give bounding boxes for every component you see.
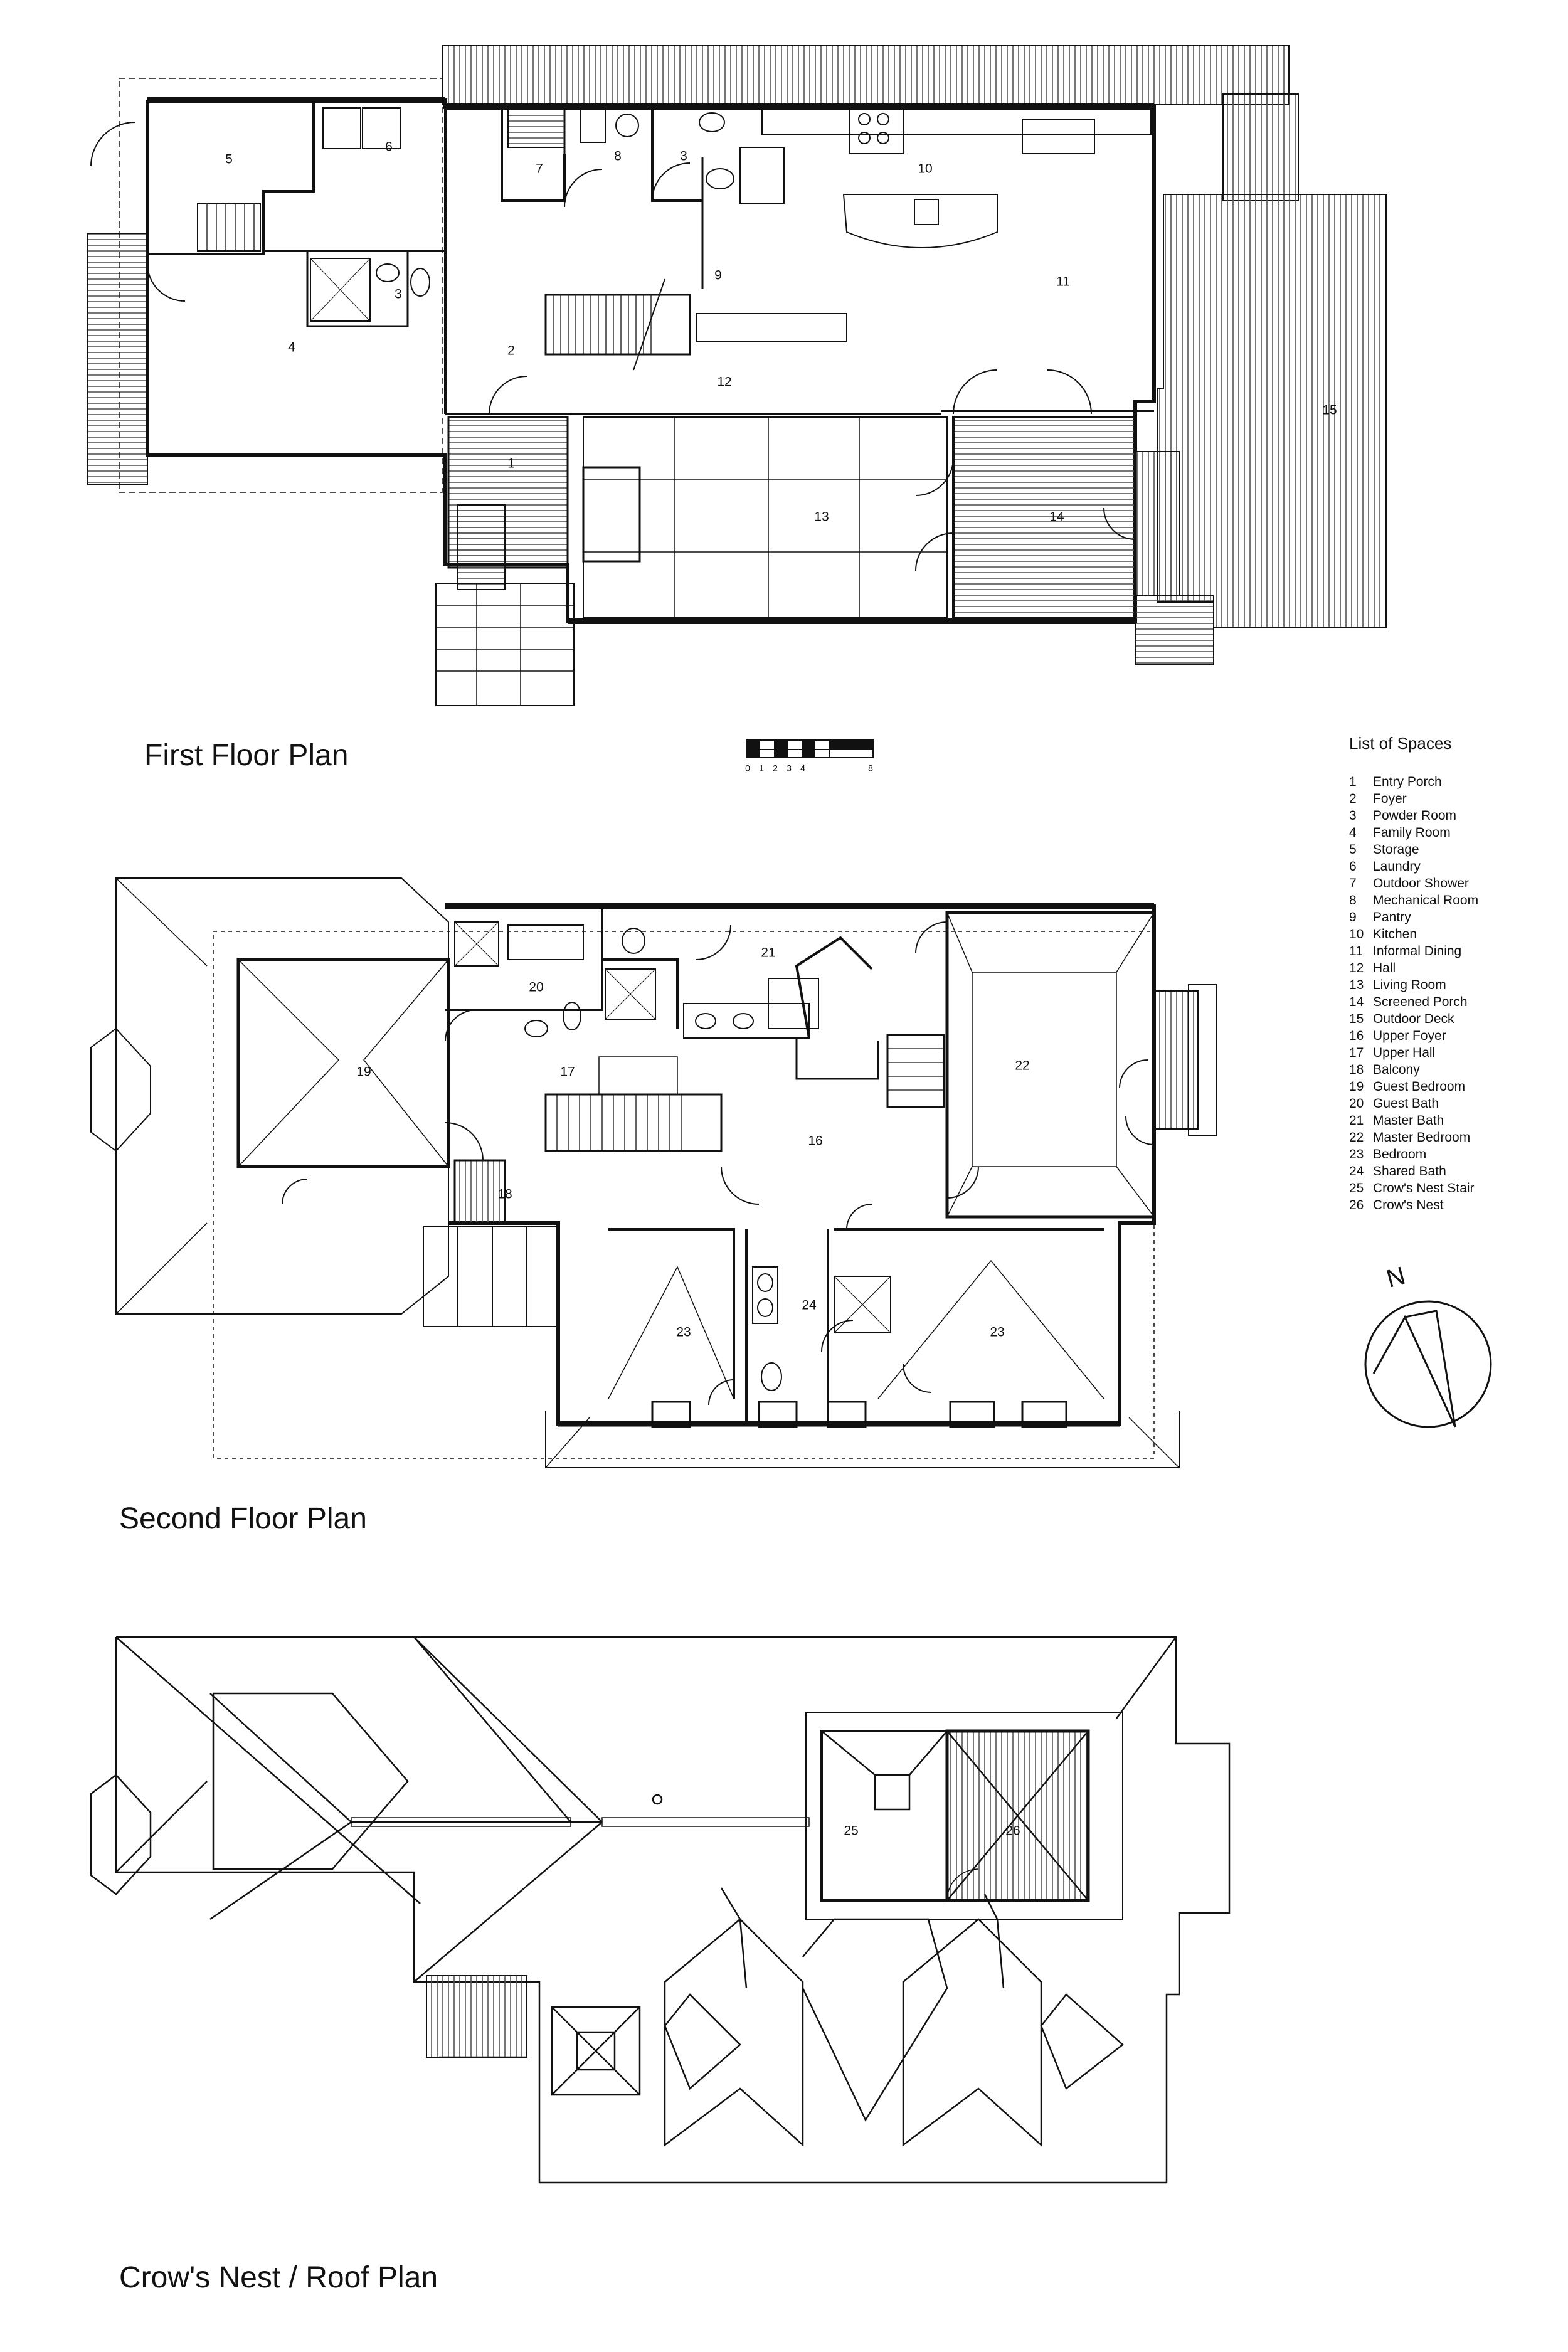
room-tag-22: 22 [1015,1058,1030,1073]
legend-item-number: 3 [1349,808,1357,823]
outdoor-deck [1157,194,1386,627]
legend-item-name: Foyer [1373,792,1407,806]
first-floor-plan [88,45,1386,706]
legend-item-name: Outdoor Deck [1373,1012,1454,1026]
legend-item-number: 18 [1349,1062,1364,1077]
legend-item-name: Crow's Nest [1373,1198,1444,1212]
room-tag-7: 7 [536,161,543,176]
room-tag-12: 12 [717,374,732,389]
roof-plan-title: Crow's Nest / Roof Plan [119,2261,438,2294]
legend-item-number: 22 [1349,1130,1364,1145]
legend-item-number: 11 [1349,944,1363,958]
legend-item-name: Bedroom [1373,1147,1427,1162]
legend-item-number: 20 [1349,1096,1364,1111]
second-floor-plan [91,878,1217,1468]
first-floor-roof-outline-left [119,78,442,492]
scale-tick-label: 0 [745,763,750,773]
room-tag-25: 25 [844,1823,859,1838]
legend-item-number: 23 [1349,1147,1364,1162]
legend-item-name: Master Bedroom [1373,1130,1471,1145]
legend-item [1349,1163,1478,1180]
legend-item [1349,960,1478,977]
legend-item-number: 6 [1349,859,1357,874]
legend-item-number: 21 [1349,1113,1364,1128]
room-tag-26: 26 [1005,1823,1020,1838]
outdoor-shower [508,110,564,147]
legend-item-number: 17 [1349,1046,1364,1060]
room-tag-4: 4 [288,340,295,355]
kitchen-range [850,107,903,154]
room-tag-3: 3 [680,149,687,164]
roof-outline [116,1637,1229,2183]
legend-item-name: Kitchen [1373,927,1417,941]
legend-item-name: Informal Dining [1373,944,1462,958]
screened-porch [953,417,1135,618]
kitchen-counter-right [1022,119,1094,154]
room-tag-15: 15 [1322,403,1337,418]
room-tag-9: 9 [714,268,722,283]
legend-item-number: 26 [1349,1198,1364,1212]
room-tag-24: 24 [802,1298,817,1313]
legend-item-name: Living Room [1373,978,1446,992]
room-tag-6: 6 [385,139,393,154]
crows-nest-stair [822,1731,947,1900]
legend-item-number: 12 [1349,961,1364,975]
legend-item-number: 13 [1349,978,1364,992]
fireplace [583,467,640,561]
first-floor-plan-title: First Floor Plan [144,739,349,772]
legend-item [1349,926,1478,943]
legend-item-name: Crow's Nest Stair [1373,1181,1475,1195]
left-wing-roof [116,878,448,1314]
legend-item-number: 7 [1349,876,1357,891]
legend-item [1349,1061,1478,1078]
legend-item-number: 5 [1349,842,1357,857]
legend-item [1349,875,1478,892]
legend-item-number: 25 [1349,1181,1364,1195]
room-tag-19: 19 [356,1064,371,1079]
legend-item-number: 10 [1349,927,1364,941]
kitchen-island [844,194,997,248]
legend-item-name: Family Room [1373,825,1451,840]
legend-item [1349,1095,1478,1112]
legend-item-name: Powder Room [1373,808,1457,823]
legend-item [1349,1027,1478,1044]
legend-item [1349,1197,1478,1214]
legend-item [1349,1146,1478,1163]
main-stair-second [546,1094,721,1151]
room-tag-23: 23 [990,1325,1005,1340]
legend-item-name: Mechanical Room [1373,893,1479,908]
legend-item [1349,1044,1478,1061]
scale-bar [746,740,873,758]
room-tag-16: 16 [808,1133,823,1148]
scale-tick-label: 3 [787,763,792,773]
legend-item [1349,1010,1478,1027]
legend-item-name: Pantry [1373,910,1411,924]
room-tag-13: 13 [814,509,829,524]
room-tag-1: 1 [507,456,515,471]
living-room-ceiling-grid [583,417,947,618]
entry-walk-pavers [436,583,574,706]
legend-item [1349,1112,1478,1129]
legend-item-number: 2 [1349,792,1357,806]
scale-tick-label: 1 [759,763,764,773]
legend-item-name: Guest Bath [1373,1096,1439,1111]
legend-item-name: Outdoor Shower [1373,876,1469,891]
legend-item [1349,977,1478,993]
scale-tick-label: 8 [868,763,873,773]
main-stair-first [546,295,690,354]
second-floor-plan-title: Second Floor Plan [119,1502,367,1535]
scale-bar-ticks [745,763,873,773]
top-porch-deck-right [1223,94,1298,201]
legend-item-name: Master Bath [1373,1113,1444,1128]
roof-plan [91,1637,1229,2183]
legend-item [1349,1078,1478,1095]
room-tag-3: 3 [395,287,402,302]
legend-item-name: Upper Foyer [1373,1029,1446,1043]
legend-item [1349,858,1478,875]
legend-item-name: Storage [1373,842,1419,857]
legend-item-number: 24 [1349,1164,1364,1179]
legend-item-number: 15 [1349,1012,1364,1026]
legend-item-name: Balcony [1373,1062,1420,1077]
legend-item [1349,790,1478,807]
north-arrow-icon [1365,1301,1491,1427]
legend-item-name: Laundry [1373,859,1421,874]
scale-tick-label: 2 [773,763,778,773]
legend-item [1349,909,1478,926]
top-porch-deck [442,45,1289,105]
legend-item [1349,1129,1478,1146]
list-of-spaces [1349,734,1478,1214]
kitchen-counter-top [762,107,1151,135]
legend-item-name: Hall [1373,961,1396,975]
legend-item [1349,773,1478,790]
left-exterior-stair [88,233,147,484]
room-tag-10: 10 [918,161,933,176]
legend-item [1349,807,1478,824]
legend-item [1349,841,1478,858]
legend-item-name: Guest Bedroom [1373,1079,1466,1094]
room-tag-14: 14 [1049,509,1064,524]
room-tag-17: 17 [560,1064,575,1079]
legend-item-number: 16 [1349,1029,1364,1043]
room-tag-18: 18 [497,1187,512,1202]
legend-list [1349,773,1478,1214]
legend-item-number: 8 [1349,893,1357,908]
room-tag-8: 8 [614,149,622,164]
legend-item-number: 4 [1349,825,1357,840]
legend-item-number: 19 [1349,1079,1364,1094]
legend-item-number: 9 [1349,910,1357,924]
legend-item [1349,892,1478,909]
legend-item-name: Entry Porch [1373,775,1442,789]
room-tag-21: 21 [761,945,776,960]
legend-item-name: Shared Bath [1373,1164,1446,1179]
legend-item [1349,824,1478,841]
legend-item [1349,993,1478,1010]
legend-title: List of Spaces [1349,734,1452,753]
legend-item-name: Screened Porch [1373,995,1468,1009]
legend-item-number: 1 [1349,775,1357,789]
legend-item [1349,943,1478,960]
scale-tick-label: 4 [800,763,805,773]
legend-item-name: Upper Hall [1373,1046,1436,1060]
legend-item-number: 14 [1349,995,1364,1009]
room-tag-23: 23 [676,1325,691,1340]
room-tag-5: 5 [225,152,233,167]
legend-item [1349,1180,1478,1197]
room-tag-2: 2 [507,343,515,358]
room-tag-11: 11 [1056,274,1070,289]
room-tag-20: 20 [529,980,544,995]
north-label: N [1383,1261,1409,1293]
